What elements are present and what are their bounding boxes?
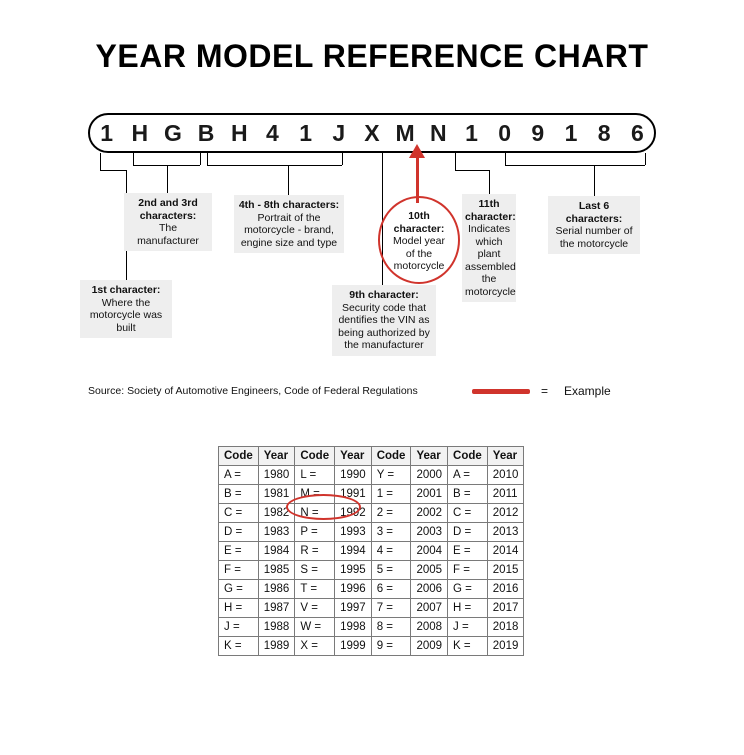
callout-tenth-character — [388, 206, 450, 277]
cell-year: 2018 — [487, 618, 524, 637]
year-code-table — [218, 446, 524, 656]
vin-char-5: H — [230, 120, 248, 146]
cell-code: P = — [295, 523, 335, 542]
cell-code: Y = — [371, 466, 411, 485]
cell-year-highlighted: 1991 — [335, 485, 372, 504]
source-text: Source: Society of Automotive Engineers, Code of Federal Regulations — [88, 385, 418, 397]
cell-year: 2007 — [411, 599, 448, 618]
column-header-code-3: Code — [371, 447, 411, 466]
leader-line — [207, 165, 342, 166]
callout-first-character — [80, 280, 172, 338]
vin-char-16: 8 — [597, 120, 611, 146]
vin-char-14: 9 — [531, 120, 545, 146]
leader-line — [645, 153, 646, 165]
cell-code: 4 = — [371, 542, 411, 561]
cell-year: 2003 — [411, 523, 448, 542]
column-header-year-4: Year — [487, 447, 524, 466]
cell-year: 2015 — [487, 561, 524, 580]
cell-year: 2004 — [411, 542, 448, 561]
vin-char-10: M — [395, 120, 415, 146]
cell-year: 1989 — [258, 637, 295, 656]
leader-line — [207, 153, 208, 165]
year-code-table-wrapper — [218, 446, 524, 656]
cell-code: 7 = — [371, 599, 411, 618]
leader-line — [100, 170, 126, 171]
leader-line — [288, 165, 289, 195]
cell-year: 1980 — [258, 466, 295, 485]
cell-code: G = — [219, 580, 259, 599]
callout-body: Portrait of the motorcycle - brand, engine size and type — [240, 211, 338, 249]
leader-line — [100, 153, 101, 170]
cell-year: 2019 — [487, 637, 524, 656]
legend-label: Example — [564, 384, 611, 398]
vin-char-6: 4 — [266, 120, 279, 146]
cell-code: W = — [295, 618, 335, 637]
cell-code: A = — [219, 466, 259, 485]
page-title: YEAR MODEL REFERENCE CHART — [95, 38, 649, 74]
table-row — [219, 637, 524, 656]
cell-code: 1 = — [371, 485, 411, 504]
cell-code: 5 = — [371, 561, 411, 580]
table-row — [219, 618, 524, 637]
column-header-year-2: Year — [335, 447, 372, 466]
callout-eleventh-character — [462, 194, 516, 302]
callout-heading: 2nd and 3rd characters: — [138, 197, 198, 222]
cell-year: 1997 — [335, 599, 372, 618]
cell-code: F = — [448, 561, 488, 580]
leader-line — [594, 165, 595, 196]
callout-body: Where the motorcycle was built — [89, 296, 163, 334]
cell-year: 1988 — [258, 618, 295, 637]
table-row — [219, 466, 524, 485]
vin-char-17: 6 — [630, 120, 644, 146]
vin-char-8: J — [332, 120, 346, 146]
callout-body: Indicates which plant assembled the motorcycle — [465, 223, 516, 298]
column-header-code-4: Code — [448, 447, 488, 466]
cell-year: 2017 — [487, 599, 524, 618]
vin-char-3: G — [163, 120, 182, 146]
table-row — [219, 580, 524, 599]
cell-code: D = — [448, 523, 488, 542]
table-row — [219, 542, 524, 561]
vin-number-capsule — [88, 113, 656, 153]
cell-code: H = — [219, 599, 259, 618]
table-row — [219, 504, 524, 523]
vin-char-9: X — [364, 120, 380, 146]
callout-second-third-characters — [124, 193, 212, 251]
cell-year: 1981 — [258, 485, 295, 504]
callout-body: Security code that dentifies the VIN as being authorized by the manufacturer — [338, 301, 430, 351]
cell-year: 2002 — [411, 504, 448, 523]
callout-body: Serial number of the motorcycle — [555, 225, 633, 250]
callout-heading: 9th character: — [349, 289, 419, 301]
cell-code: 3 = — [371, 523, 411, 542]
cell-code: K = — [448, 637, 488, 656]
cell-code: N = — [295, 504, 335, 523]
vin-char-12: 1 — [465, 120, 478, 146]
cell-code: H = — [448, 599, 488, 618]
cell-code: T = — [295, 580, 335, 599]
cell-year: 1985 — [258, 561, 295, 580]
leader-line — [342, 153, 343, 165]
cell-year: 1996 — [335, 580, 372, 599]
leader-line — [382, 153, 383, 285]
cell-code: E = — [448, 542, 488, 561]
cell-year: 1990 — [335, 466, 372, 485]
cell-year: 2014 — [487, 542, 524, 561]
callout-last-six-characters — [548, 196, 640, 254]
column-header-year-3: Year — [411, 447, 448, 466]
cell-code-highlighted: M = — [295, 485, 335, 504]
cell-year: 2012 — [487, 504, 524, 523]
leader-line — [505, 153, 506, 165]
leader-line — [455, 170, 489, 171]
cell-code: B = — [219, 485, 259, 504]
cell-year: 2016 — [487, 580, 524, 599]
leader-line — [133, 153, 134, 165]
vin-char-11: N — [429, 120, 447, 146]
callout-body: Model year of the motorcycle — [393, 235, 445, 272]
cell-year: 2009 — [411, 637, 448, 656]
cell-year: 1992 — [335, 504, 372, 523]
cell-code: J = — [219, 618, 259, 637]
cell-year: 2013 — [487, 523, 524, 542]
table-row — [219, 523, 524, 542]
cell-code: K = — [219, 637, 259, 656]
leader-line — [455, 153, 456, 170]
vin-char-15: 1 — [564, 120, 578, 146]
cell-code: X = — [295, 637, 335, 656]
cell-year: 1993 — [335, 523, 372, 542]
column-header-year-1: Year — [258, 447, 295, 466]
vin-char-13: 0 — [498, 120, 512, 146]
cell-year: 2000 — [411, 466, 448, 485]
vin-char-4: B — [197, 120, 215, 146]
table-row — [219, 599, 524, 618]
cell-code: R = — [295, 542, 335, 561]
leader-line — [167, 165, 168, 193]
vin-char-7: 1 — [299, 120, 313, 146]
cell-year: 1984 — [258, 542, 295, 561]
cell-code: S = — [295, 561, 335, 580]
cell-year: 2001 — [411, 485, 448, 504]
cell-year: 2005 — [411, 561, 448, 580]
cell-code: G = — [448, 580, 488, 599]
cell-code: 2 = — [371, 504, 411, 523]
callout-ninth-character — [332, 285, 436, 356]
callout-heading: 4th - 8th characters: — [238, 199, 340, 211]
cell-year: 1995 — [335, 561, 372, 580]
cell-year: 2010 — [487, 466, 524, 485]
cell-year: 1983 — [258, 523, 295, 542]
red-arrow-shaft-icon — [416, 155, 419, 203]
leader-line — [505, 165, 645, 166]
callout-heading: 10th character: — [393, 210, 445, 235]
table-row — [219, 561, 524, 580]
vin-char-2: H — [131, 120, 149, 146]
legend-red-bar-icon — [472, 389, 530, 394]
cell-code: J = — [448, 618, 488, 637]
cell-code: B = — [448, 485, 488, 504]
vin-char-1: 1 — [100, 120, 113, 146]
callout-heading: Last 6 characters: — [565, 200, 623, 225]
cell-year: 1998 — [335, 618, 372, 637]
leader-line — [489, 170, 490, 194]
cell-year: 2008 — [411, 618, 448, 637]
cell-code: 8 = — [371, 618, 411, 637]
table-row — [219, 485, 524, 504]
cell-code: 9 = — [371, 637, 411, 656]
cell-year: 1999 — [335, 637, 372, 656]
callout-heading: 11th character: — [465, 198, 516, 223]
column-header-code-2: Code — [295, 447, 335, 466]
cell-year: 2006 — [411, 580, 448, 599]
callout-body: The manufacturer — [137, 222, 199, 247]
cell-code: C = — [448, 504, 488, 523]
cell-year: 2011 — [487, 485, 524, 504]
cell-code: V = — [295, 599, 335, 618]
cell-code: C = — [219, 504, 259, 523]
callout-heading: 1st character: — [91, 284, 161, 296]
callout-fourth-eighth-characters — [234, 195, 344, 253]
cell-code: A = — [448, 466, 488, 485]
column-header-code-1: Code — [219, 447, 259, 466]
legend-equals-sign: = — [541, 384, 549, 398]
cell-code: E = — [219, 542, 259, 561]
cell-code: F = — [219, 561, 259, 580]
cell-code: 6 = — [371, 580, 411, 599]
cell-year: 1982 — [258, 504, 295, 523]
cell-code: D = — [219, 523, 259, 542]
cell-year: 1987 — [258, 599, 295, 618]
table-header-row — [219, 447, 524, 466]
cell-year: 1994 — [335, 542, 372, 561]
cell-code: L = — [295, 466, 335, 485]
cell-year: 1986 — [258, 580, 295, 599]
leader-line — [200, 153, 201, 165]
